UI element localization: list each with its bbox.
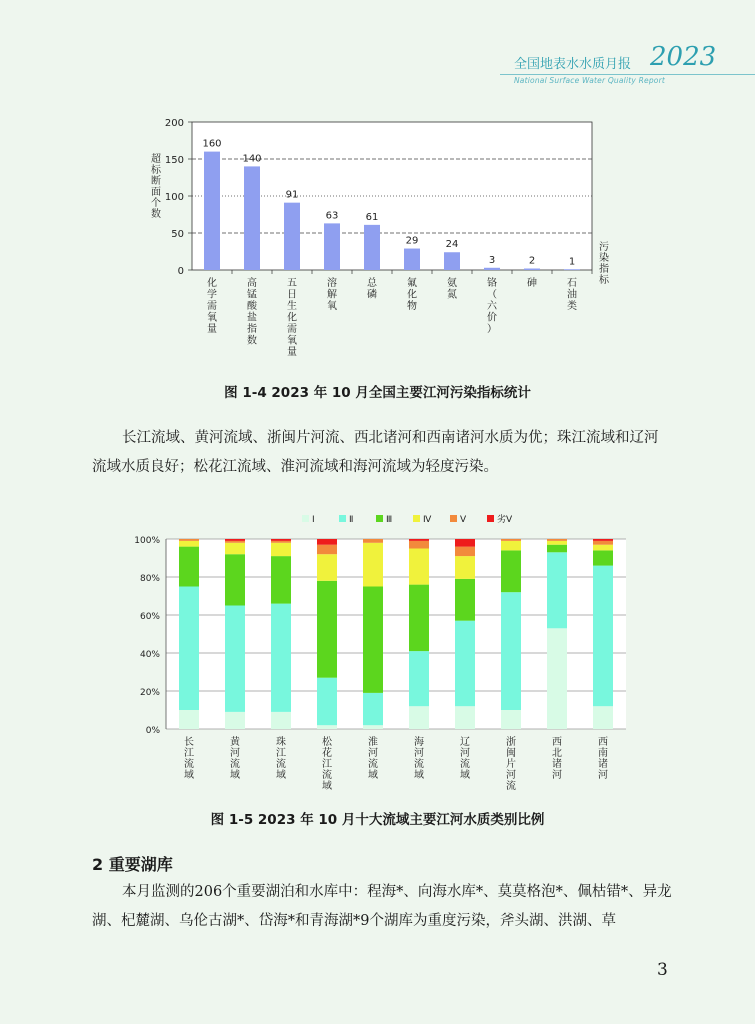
- x-tick-label: [527, 276, 537, 289]
- x-tick-label: [460, 736, 470, 781]
- svg-text:需: 需: [287, 324, 297, 335]
- bar: [364, 225, 380, 270]
- svg-text:日: 日: [287, 289, 297, 301]
- bar-segment: [501, 592, 521, 710]
- svg-text:数: 数: [151, 209, 161, 220]
- bar-segment: [547, 628, 567, 729]
- svg-text:海: 海: [414, 737, 424, 748]
- svg-text:染: 染: [599, 253, 609, 264]
- bar-segment: [225, 539, 245, 541]
- bar-segment: [363, 539, 383, 543]
- legend-swatch: [302, 515, 309, 522]
- svg-text:西: 西: [552, 737, 562, 748]
- legend-label: Ⅲ: [386, 515, 393, 525]
- legend-swatch: [413, 515, 420, 522]
- data-label: 91: [285, 189, 299, 201]
- x-tick-label: [414, 735, 424, 781]
- svg-text:溶: 溶: [327, 278, 337, 289]
- x-tick-label: [327, 276, 337, 312]
- basin-summary-paragraph: 长江流域、黄河流域、浙闽片河流、西北诸河和西南诸河水质为优；珠江流域和辽河流域水质良好；松花江流域、淮河流域和海河流域为轻度污染。: [92, 430, 659, 475]
- svg-text:砷: 砷: [527, 278, 537, 289]
- figure-1-5-caption: 图 1-5 2023 年 10 月十大流域主要江河水质类别比例: [210, 812, 545, 828]
- svg-text:氧: 氧: [287, 335, 297, 347]
- svg-text:总: 总: [367, 278, 377, 289]
- x-tick-label: [447, 276, 457, 301]
- bar-segment: [409, 585, 429, 652]
- bar-segment: [593, 541, 613, 545]
- bar-segment: [455, 579, 475, 621]
- bar-segment: [317, 539, 337, 545]
- x-tick-label: [368, 735, 378, 781]
- data-label: 2: [528, 255, 536, 267]
- svg-text:北: 北: [552, 748, 562, 759]
- svg-text:锰: 锰: [247, 289, 257, 301]
- svg-text:流: 流: [506, 781, 516, 792]
- svg-text:量: 量: [287, 347, 297, 358]
- bar-segment: [225, 554, 245, 605]
- svg-text:氧: 氧: [327, 301, 337, 312]
- svg-text:盐: 盐: [247, 312, 257, 324]
- pollution-indicator-chart: [140, 110, 620, 370]
- x-tick-label: [487, 276, 498, 335]
- bar-segment: [363, 693, 383, 725]
- bar: [284, 203, 300, 270]
- bar-segment: [271, 543, 291, 556]
- figure-1-4-caption: 图 1-4 2023 年 10 月全国主要江河污染指标统计: [224, 385, 531, 401]
- svg-text:江: 江: [184, 748, 194, 759]
- svg-text:浙: 浙: [506, 737, 516, 748]
- svg-text:域: 域: [276, 770, 286, 781]
- bar: [324, 223, 340, 270]
- bar-segment: [547, 539, 567, 541]
- data-label: 160: [202, 138, 222, 150]
- bar-segment: [409, 549, 429, 585]
- svg-text:六: 六: [487, 301, 497, 312]
- x-tick-label: [567, 277, 577, 312]
- x-tick-label: [287, 277, 297, 358]
- svg-text:铬: 铬: [487, 278, 497, 289]
- y-tick-label: 60%: [139, 612, 160, 622]
- svg-text:油: 油: [567, 289, 577, 301]
- svg-text:河: 河: [414, 748, 424, 759]
- svg-text:域: 域: [322, 781, 332, 792]
- svg-text:黄: 黄: [230, 737, 240, 748]
- bar-segment: [179, 710, 199, 729]
- svg-text:）: ）: [487, 324, 497, 335]
- bar-segment: [455, 547, 475, 557]
- svg-text:标: 标: [151, 165, 161, 176]
- svg-text:价: 价: [487, 312, 497, 324]
- bar-segment: [409, 706, 429, 729]
- svg-text:学: 学: [207, 289, 217, 301]
- bar-segment: [225, 606, 245, 712]
- svg-text:氨: 氨: [447, 278, 457, 289]
- legend-swatch: [487, 515, 494, 522]
- svg-text:酸: 酸: [247, 301, 257, 312]
- y-tick-label: 20%: [139, 688, 160, 698]
- bar-segment: [271, 541, 291, 543]
- svg-text:流: 流: [184, 759, 194, 770]
- bar-segment: [179, 541, 199, 547]
- x-tick-label: [184, 736, 194, 781]
- svg-text:类: 类: [567, 301, 577, 312]
- bar-segment: [225, 712, 245, 729]
- y-tick-label: 0%: [145, 726, 160, 736]
- svg-text:化: 化: [207, 278, 217, 289]
- bar-segment: [271, 604, 291, 712]
- report-title: 全国地表水水质月报: [514, 57, 632, 72]
- x-tick-label: [230, 735, 241, 781]
- data-label: 61: [365, 211, 379, 223]
- svg-text:生: 生: [287, 301, 297, 312]
- svg-text:氮: 氮: [447, 289, 457, 301]
- lakes-paragraph: 本月监测的206个重要湖泊和水库中：程海*、向海水库*、莫莫格泡*、佩枯错*、异龙湖、杞麓湖、乌伦古湖*、岱海*和青海湖*9个湖库为重度污染，斧头湖、洪湖、草: [92, 884, 672, 929]
- x-tick-label: [506, 735, 516, 792]
- legend-swatch: [450, 515, 457, 522]
- svg-text:个: 个: [151, 198, 161, 209]
- svg-text:域: 域: [460, 770, 470, 781]
- svg-text:松: 松: [322, 737, 332, 748]
- bar-segment: [501, 710, 521, 729]
- svg-text:解: 解: [327, 289, 337, 301]
- bar-segment: [317, 545, 337, 555]
- bar-segment: [225, 543, 245, 554]
- svg-text:长: 长: [184, 737, 194, 748]
- x-tick-label: [207, 276, 217, 335]
- legend: [302, 513, 513, 525]
- legend-label: 劣Ⅴ: [497, 515, 513, 525]
- svg-text:域: 域: [414, 770, 424, 781]
- svg-text:标: 标: [599, 275, 609, 286]
- data-label: 3: [488, 254, 496, 266]
- bar-segment: [179, 547, 199, 587]
- legend-label: Ⅴ: [460, 515, 467, 525]
- svg-text:河: 河: [230, 748, 240, 759]
- bar-segment: [363, 725, 383, 729]
- svg-text:指: 指: [599, 264, 609, 275]
- svg-text:流: 流: [276, 759, 286, 770]
- svg-text:氧: 氧: [207, 312, 217, 324]
- bar-segment: [363, 543, 383, 587]
- bar-segment: [363, 587, 383, 693]
- svg-text:河: 河: [368, 748, 378, 759]
- bar-segment: [501, 539, 521, 541]
- svg-text:物: 物: [407, 301, 417, 312]
- svg-text:断: 断: [151, 176, 161, 187]
- data-label: 63: [325, 210, 339, 222]
- bar-segment: [501, 550, 521, 592]
- bar-segment: [317, 678, 337, 726]
- svg-text:五: 五: [287, 278, 297, 289]
- svg-text:面: 面: [151, 187, 161, 198]
- svg-text:化: 化: [287, 312, 297, 324]
- bar-segment: [547, 541, 567, 545]
- y-tick-label: 0: [177, 266, 184, 277]
- svg-text:江: 江: [276, 748, 286, 759]
- y-tick-label: 40%: [139, 650, 160, 660]
- svg-text:石: 石: [567, 278, 577, 289]
- svg-text:流: 流: [322, 770, 332, 781]
- svg-text:河: 河: [460, 748, 470, 759]
- bar-segment: [225, 541, 245, 543]
- bar-segment: [501, 541, 521, 551]
- svg-text:流: 流: [460, 759, 470, 770]
- bar-segment: [593, 706, 613, 729]
- section-title: 2 重要湖库: [92, 855, 173, 874]
- svg-text:流: 流: [230, 759, 240, 770]
- bar-segment: [317, 581, 337, 678]
- svg-text:量: 量: [207, 324, 217, 335]
- x-tick-label: [552, 736, 562, 781]
- data-label: 140: [242, 153, 262, 165]
- svg-text:（: （: [487, 289, 497, 301]
- bar: [484, 268, 500, 270]
- svg-text:河: 河: [506, 770, 516, 781]
- legend-swatch: [339, 515, 346, 522]
- y-tick-label: 100: [164, 192, 184, 203]
- y-tick-label: 100%: [134, 536, 160, 546]
- report-year: 2023: [650, 42, 717, 72]
- page-header: [0, 0, 755, 82]
- data-label: 29: [405, 235, 419, 247]
- data-label: 24: [445, 239, 459, 251]
- x-tick-label: [367, 276, 378, 301]
- bar-segment: [593, 545, 613, 551]
- bar-segment: [409, 539, 429, 541]
- bar-segment: [455, 539, 475, 547]
- bar: [564, 269, 580, 270]
- bar-segment: [179, 587, 199, 711]
- svg-text:氟: 氟: [407, 278, 417, 289]
- bar-segment: [409, 651, 429, 706]
- y-tick-label: 200: [164, 118, 184, 129]
- svg-text:闽: 闽: [506, 748, 516, 759]
- bar-segment: [547, 552, 567, 628]
- bar-segment: [179, 539, 199, 541]
- svg-text:诸: 诸: [552, 759, 562, 770]
- svg-text:西: 西: [598, 737, 608, 748]
- basin-water-quality-chart: [130, 505, 630, 800]
- bar: [524, 269, 540, 270]
- svg-text:数: 数: [247, 335, 257, 347]
- svg-text:化: 化: [407, 289, 417, 301]
- x-axis-label: [599, 241, 610, 286]
- y-tick-label: 50: [171, 229, 184, 240]
- bar: [444, 252, 460, 270]
- legend-label: Ⅱ: [349, 515, 354, 525]
- bar-segment: [317, 554, 337, 581]
- svg-text:污: 污: [599, 242, 609, 253]
- legend-label: Ⅰ: [312, 515, 315, 525]
- bar-segment: [593, 566, 613, 707]
- svg-text:磷: 磷: [367, 289, 377, 301]
- svg-text:域: 域: [230, 770, 240, 781]
- svg-text:片: 片: [506, 759, 516, 770]
- legend-swatch: [376, 515, 383, 522]
- svg-text:花: 花: [322, 748, 332, 759]
- report-subtitle: National Surface Water Quality Report: [514, 76, 665, 85]
- bar: [244, 166, 260, 270]
- bar-segment: [593, 539, 613, 541]
- bar-segment: [547, 545, 567, 553]
- bar-segment: [455, 706, 475, 729]
- svg-text:辽: 辽: [460, 737, 470, 748]
- svg-text:超: 超: [151, 154, 161, 165]
- y-tick-label: 150: [164, 155, 184, 166]
- x-tick-label: [276, 735, 286, 781]
- svg-text:诸: 诸: [598, 759, 608, 770]
- bar-segment: [271, 539, 291, 541]
- svg-text:河: 河: [552, 770, 562, 781]
- bar-segment: [455, 621, 475, 707]
- y-tick-label: 80%: [139, 574, 160, 584]
- svg-text:江: 江: [322, 759, 332, 770]
- bar-segment: [593, 550, 613, 565]
- svg-text:指: 指: [247, 324, 257, 335]
- svg-text:河: 河: [598, 770, 608, 781]
- svg-text:淮: 淮: [368, 737, 378, 748]
- bar-segment: [271, 556, 291, 604]
- x-tick-label: [407, 276, 417, 312]
- svg-text:需: 需: [207, 301, 217, 312]
- svg-text:流: 流: [368, 759, 378, 770]
- x-tick-label: [247, 276, 258, 347]
- page-number: 3: [657, 960, 668, 980]
- legend-label: Ⅳ: [423, 515, 432, 525]
- svg-text:域: 域: [184, 770, 194, 781]
- bar-segment: [455, 556, 475, 579]
- x-tick-label: [598, 736, 608, 781]
- svg-text:珠: 珠: [276, 737, 286, 748]
- y-axis-label: [151, 152, 162, 220]
- bar-segment: [409, 541, 429, 549]
- svg-text:域: 域: [368, 770, 378, 781]
- svg-text:高: 高: [247, 278, 257, 289]
- data-label: 1: [568, 256, 576, 268]
- svg-text:流: 流: [414, 759, 424, 770]
- header-divider: [500, 74, 755, 75]
- bar: [204, 152, 220, 270]
- x-tick-label: [322, 735, 333, 792]
- bar-segment: [271, 712, 291, 729]
- svg-text:南: 南: [598, 748, 608, 759]
- bar: [404, 249, 420, 270]
- bar-segment: [317, 725, 337, 729]
